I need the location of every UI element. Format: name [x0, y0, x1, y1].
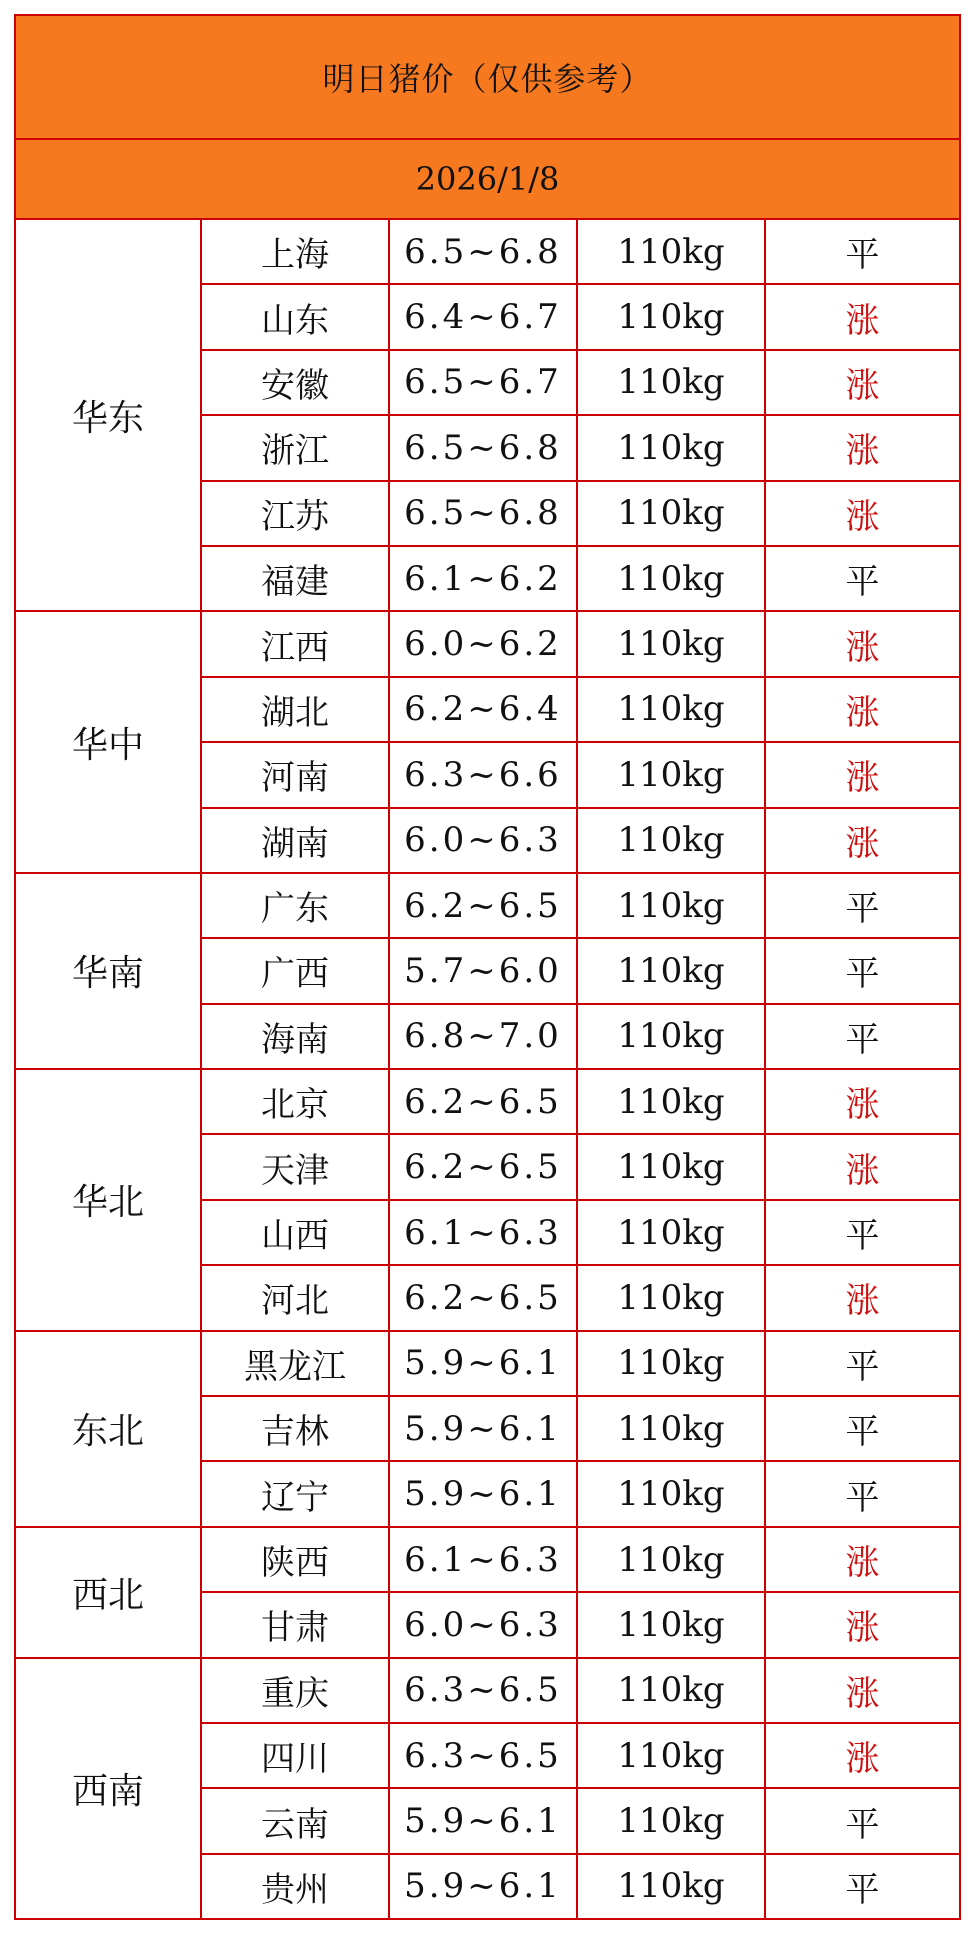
trend-cell: 平 — [765, 219, 960, 284]
province-cell: 广西 — [201, 938, 389, 1003]
price-range-cell: 5.9~6.1 — [389, 1331, 577, 1396]
trend-cell: 平 — [765, 1396, 960, 1461]
province-cell: 山西 — [201, 1200, 389, 1265]
region-cell: 华中 — [15, 611, 201, 873]
weight-cell: 110kg — [577, 1723, 765, 1788]
price-range-cell: 6.2~6.5 — [389, 873, 577, 938]
province-cell: 辽宁 — [201, 1461, 389, 1526]
price-range-cell: 6.2~6.5 — [389, 1069, 577, 1134]
price-range-cell: 6.8~7.0 — [389, 1004, 577, 1069]
province-cell: 浙江 — [201, 415, 389, 480]
table-row — [15, 1658, 960, 1723]
price-range-cell: 6.3~6.5 — [389, 1723, 577, 1788]
weight-cell: 110kg — [577, 219, 765, 284]
weight-cell: 110kg — [577, 481, 765, 546]
province-cell: 云南 — [201, 1788, 389, 1853]
table-row — [15, 1527, 960, 1592]
table-row — [15, 219, 960, 284]
price-range-cell: 6.5~6.8 — [389, 219, 577, 284]
trend-cell: 涨 — [765, 284, 960, 349]
trend-cell: 平 — [765, 546, 960, 611]
price-range-cell: 6.2~6.5 — [389, 1265, 577, 1330]
province-cell: 山东 — [201, 284, 389, 349]
price-range-cell: 5.9~6.1 — [389, 1461, 577, 1526]
trend-cell: 涨 — [765, 1134, 960, 1199]
weight-cell: 110kg — [577, 1265, 765, 1330]
province-cell: 安徽 — [201, 350, 389, 415]
table-row — [15, 1069, 960, 1134]
price-range-cell: 6.3~6.5 — [389, 1658, 577, 1723]
weight-cell: 110kg — [577, 1200, 765, 1265]
table-row — [15, 1331, 960, 1396]
province-cell: 河南 — [201, 742, 389, 807]
province-cell: 黑龙江 — [201, 1331, 389, 1396]
weight-cell: 110kg — [577, 284, 765, 349]
trend-cell: 平 — [765, 1461, 960, 1526]
province-cell: 广东 — [201, 873, 389, 938]
price-range-cell: 6.1~6.3 — [389, 1200, 577, 1265]
province-cell: 河北 — [201, 1265, 389, 1330]
price-range-cell: 6.5~6.8 — [389, 481, 577, 546]
price-range-cell: 6.5~6.7 — [389, 350, 577, 415]
price-range-cell: 6.5~6.8 — [389, 415, 577, 480]
weight-cell: 110kg — [577, 677, 765, 742]
trend-cell: 平 — [765, 1854, 960, 1919]
page-title: 明日猪价（仅供参考） — [15, 15, 960, 139]
weight-cell: 110kg — [577, 1527, 765, 1592]
province-cell: 湖南 — [201, 808, 389, 873]
trend-cell: 平 — [765, 1331, 960, 1396]
weight-cell: 110kg — [577, 1134, 765, 1199]
region-cell: 华南 — [15, 873, 201, 1069]
weight-cell: 110kg — [577, 808, 765, 873]
province-cell: 江苏 — [201, 481, 389, 546]
province-cell: 贵州 — [201, 1854, 389, 1919]
weight-cell: 110kg — [577, 350, 765, 415]
price-table-body — [15, 15, 960, 1919]
province-cell: 江西 — [201, 611, 389, 676]
trend-cell: 平 — [765, 1200, 960, 1265]
trend-cell: 涨 — [765, 677, 960, 742]
trend-cell: 涨 — [765, 350, 960, 415]
weight-cell: 110kg — [577, 1854, 765, 1919]
weight-cell: 110kg — [577, 546, 765, 611]
price-range-cell: 5.9~6.1 — [389, 1396, 577, 1461]
weight-cell: 110kg — [577, 1396, 765, 1461]
trend-cell: 涨 — [765, 1069, 960, 1134]
province-cell: 四川 — [201, 1723, 389, 1788]
trend-cell: 涨 — [765, 742, 960, 807]
trend-cell: 涨 — [765, 808, 960, 873]
weight-cell: 110kg — [577, 1331, 765, 1396]
price-range-cell: 6.4~6.7 — [389, 284, 577, 349]
price-range-cell: 6.2~6.5 — [389, 1134, 577, 1199]
province-cell: 吉林 — [201, 1396, 389, 1461]
trend-cell: 涨 — [765, 611, 960, 676]
weight-cell: 110kg — [577, 1461, 765, 1526]
price-range-cell: 5.7~6.0 — [389, 938, 577, 1003]
province-cell: 福建 — [201, 546, 389, 611]
price-range-cell: 5.9~6.1 — [389, 1788, 577, 1853]
price-range-cell: 6.1~6.3 — [389, 1527, 577, 1592]
weight-cell: 110kg — [577, 1592, 765, 1657]
weight-cell: 110kg — [577, 1069, 765, 1134]
price-range-cell: 6.0~6.2 — [389, 611, 577, 676]
price-range-cell: 5.9~6.1 — [389, 1854, 577, 1919]
weight-cell: 110kg — [577, 938, 765, 1003]
region-cell: 东北 — [15, 1331, 201, 1527]
region-cell: 西北 — [15, 1527, 201, 1658]
price-range-cell: 6.1~6.2 — [389, 546, 577, 611]
trend-cell: 平 — [765, 1004, 960, 1069]
region-cell: 华东 — [15, 219, 201, 611]
trend-cell: 涨 — [765, 1658, 960, 1723]
price-table — [14, 14, 961, 1920]
price-range-cell: 6.0~6.3 — [389, 808, 577, 873]
province-cell: 重庆 — [201, 1658, 389, 1723]
weight-cell: 110kg — [577, 1658, 765, 1723]
price-range-cell: 6.3~6.6 — [389, 742, 577, 807]
weight-cell: 110kg — [577, 415, 765, 480]
region-cell: 华北 — [15, 1069, 201, 1331]
weight-cell: 110kg — [577, 873, 765, 938]
region-cell: 西南 — [15, 1658, 201, 1920]
title-row — [15, 15, 960, 139]
weight-cell: 110kg — [577, 1788, 765, 1853]
province-cell: 陕西 — [201, 1527, 389, 1592]
date-row — [15, 139, 960, 219]
weight-cell: 110kg — [577, 742, 765, 807]
province-cell: 天津 — [201, 1134, 389, 1199]
province-cell: 甘肃 — [201, 1592, 389, 1657]
price-range-cell: 6.2~6.4 — [389, 677, 577, 742]
trend-cell: 涨 — [765, 415, 960, 480]
weight-cell: 110kg — [577, 1004, 765, 1069]
trend-cell: 涨 — [765, 1527, 960, 1592]
province-cell: 北京 — [201, 1069, 389, 1134]
table-row — [15, 873, 960, 938]
table-row — [15, 611, 960, 676]
trend-cell: 涨 — [765, 1265, 960, 1330]
trend-cell: 涨 — [765, 1592, 960, 1657]
trend-cell: 平 — [765, 938, 960, 1003]
pig-price-sheet — [14, 14, 959, 1940]
province-cell: 海南 — [201, 1004, 389, 1069]
trend-cell: 平 — [765, 873, 960, 938]
price-date: 2026/1/8 — [15, 139, 960, 219]
price-range-cell: 6.0~6.3 — [389, 1592, 577, 1657]
province-cell: 湖北 — [201, 677, 389, 742]
province-cell: 上海 — [201, 219, 389, 284]
weight-cell: 110kg — [577, 611, 765, 676]
trend-cell: 涨 — [765, 481, 960, 546]
trend-cell: 涨 — [765, 1723, 960, 1788]
trend-cell: 平 — [765, 1788, 960, 1853]
